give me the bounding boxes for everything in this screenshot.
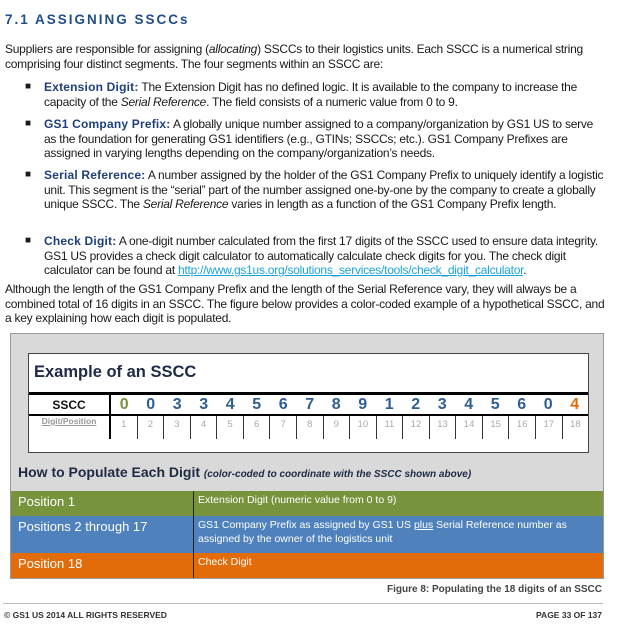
- sscc-digit: 3: [199, 396, 209, 413]
- desc-text: GS1 Company Prefix as assigned by GS1 US: [198, 519, 414, 531]
- digit-position: 16: [509, 416, 536, 439]
- digit-positions: [111, 416, 588, 439]
- intro-text-2: ) SSCCs to their logistics units. Each SSCC is a numerical string comprising four distinct segments. The four segments within an SSCC are:: [5, 42, 583, 71]
- row-description: Extension Digit (numeric value from 0 to 9): [198, 494, 397, 506]
- desc-text: Serial Reference number as assigned by the owner of the logistics unit: [198, 519, 567, 545]
- bullet-text: varies in length as a function of the GS1 Company Prefix length.: [228, 197, 557, 212]
- digit-position: 14: [456, 416, 483, 439]
- sscc-digit: 2: [411, 396, 421, 413]
- digit-position: 7: [270, 416, 297, 439]
- sscc-digit: 0: [146, 396, 156, 413]
- sscc-digit: 3: [172, 396, 182, 413]
- bullet-text: The Extension Digit has no defined logic. It is available to the company to increase the capacity of the: [44, 80, 578, 109]
- digit-position: 15: [483, 416, 510, 439]
- sscc-digit: 8: [331, 396, 341, 413]
- sscc-label: SSCC: [52, 398, 86, 412]
- bullet-extension-digit: [25, 80, 605, 109]
- digit-position: 10: [350, 416, 377, 439]
- digit-position: 18: [570, 419, 581, 430]
- sscc-digit: 7: [305, 396, 315, 413]
- row-position: Position 18: [18, 556, 83, 571]
- sscc-digit: 0: [119, 396, 129, 413]
- closing-paragraph: Although the length of the GS1 Company Prefix and the length of the Serial Reference vary, they will always be a combined total of 16 digits in an SSCC. The figure below provides a color-coded example of a hypothetical SSCC, and a key explaining how each digit is populated.: [5, 282, 605, 326]
- digit-position: 4: [191, 416, 218, 439]
- check-digit-calculator-link[interactable]: http://www.gs1us.org/solutions_services/tools/check_digit_calculator: [178, 263, 524, 278]
- sscc-digit: 4: [570, 396, 580, 413]
- bullet-text: A number assigned by the holder of the GS1 Company Prefix to uniquely identify a logistic unit. This segment is the “serial” part of the number assigned one-by-one by the company to create a globally unique SSCC. The: [44, 168, 604, 212]
- intro-emphasis: allocating: [208, 42, 258, 56]
- digit-position: 11: [377, 416, 404, 439]
- bullet-term: Serial Reference:: [44, 168, 146, 182]
- sscc-digit: 3: [437, 396, 447, 413]
- sscc-digit: 5: [490, 396, 500, 413]
- sscc-figure: [10, 333, 604, 579]
- digit-position: 6: [244, 416, 271, 439]
- sscc-digit: 4: [225, 396, 235, 413]
- intro-paragraph: [5, 42, 605, 71]
- digit-position: 12: [403, 416, 430, 439]
- bullet-check-digit: [25, 234, 605, 278]
- digit-position: 8: [297, 416, 324, 439]
- bullet-text: .: [523, 263, 527, 278]
- digit-position: 3: [164, 416, 191, 439]
- sscc-digit: 4: [464, 396, 474, 413]
- sscc-example-box: [28, 353, 589, 453]
- bullet-icon: ■: [25, 81, 31, 92]
- section-heading: 7.1 ASSIGNING SSCCs: [5, 12, 190, 27]
- populate-row-position-1: [11, 491, 603, 516]
- digit-position: 9: [324, 416, 351, 439]
- desc-underline: plus: [413, 519, 434, 531]
- bullet-emphasis: Serial Reference: [120, 94, 207, 109]
- sscc-digit: 9: [358, 396, 368, 413]
- intro-text: Suppliers are responsible for assigning (: [5, 42, 209, 56]
- bullet-emphasis: Serial Reference: [142, 197, 229, 212]
- bullet-company-prefix: [25, 117, 605, 161]
- position-label: Digit/Position: [41, 416, 97, 426]
- example-title: Example of an SSCC: [34, 363, 197, 381]
- sscc-digit: 0: [543, 396, 553, 413]
- row-position: Positions 2 through 17: [18, 519, 148, 534]
- bullet-term: Check Digit:: [44, 234, 117, 248]
- bullet-text: . The field consists of a numeric value from 0 to 9.: [206, 94, 458, 109]
- sscc-digit: 5: [252, 396, 262, 413]
- row-description: Check Digit: [198, 556, 252, 568]
- populate-row-positions-2-17: [11, 516, 603, 553]
- bullet-term: Extension Digit:: [44, 80, 139, 94]
- sscc-digits: [111, 395, 588, 414]
- row-description: [198, 518, 598, 546]
- bullet-text: A one-digit number calculated from the first 17 digits of the SSCC used to ensure data integrity. GS1 US provides a check digit calculator to automatically calculate check digits for you. The check digit calculator can be found at: [44, 234, 598, 278]
- footer-page-number: PAGE 33 OF 137: [536, 610, 602, 620]
- bullet-text: A globally unique number assigned to a company/organization by GS1 US to serve as the foundation for generating GS1 identifiers (e.g., GTINs; SSCCs; etc.). GS1 Company Prefixes are assigned in varying lengths depending on the company/organization’s needs.: [44, 117, 594, 161]
- populate-title: [18, 464, 471, 480]
- digit-position: 2: [138, 416, 165, 439]
- digit-position: 5: [217, 416, 244, 439]
- sscc-digit: 6: [278, 396, 288, 413]
- digit-position: 13: [430, 416, 457, 439]
- bullet-icon: ■: [25, 118, 31, 129]
- sscc-digit: 6: [517, 396, 527, 413]
- sscc-digit: 1: [384, 396, 394, 413]
- populate-note: (color-coded to coordinate with the SSCC shown above): [203, 469, 472, 480]
- bullet-serial-reference: [25, 168, 605, 212]
- footer-copyright: © GS1 US 2014 ALL RIGHTS RESERVED: [4, 610, 167, 620]
- populate-title-text: How to Populate Each Digit: [18, 464, 201, 480]
- digit-position: 17: [536, 416, 563, 439]
- footer-rule: [3, 603, 603, 604]
- row-position: Position 1: [18, 494, 76, 509]
- bullet-icon: ■: [25, 169, 31, 180]
- figure-caption: Figure 8: Populating the 18 digits of an SSCC: [386, 584, 602, 595]
- bullet-icon: ■: [25, 235, 31, 246]
- bullet-term: GS1 Company Prefix:: [44, 117, 171, 131]
- digit-position: 1: [111, 416, 138, 439]
- populate-row-position-18: [11, 553, 603, 578]
